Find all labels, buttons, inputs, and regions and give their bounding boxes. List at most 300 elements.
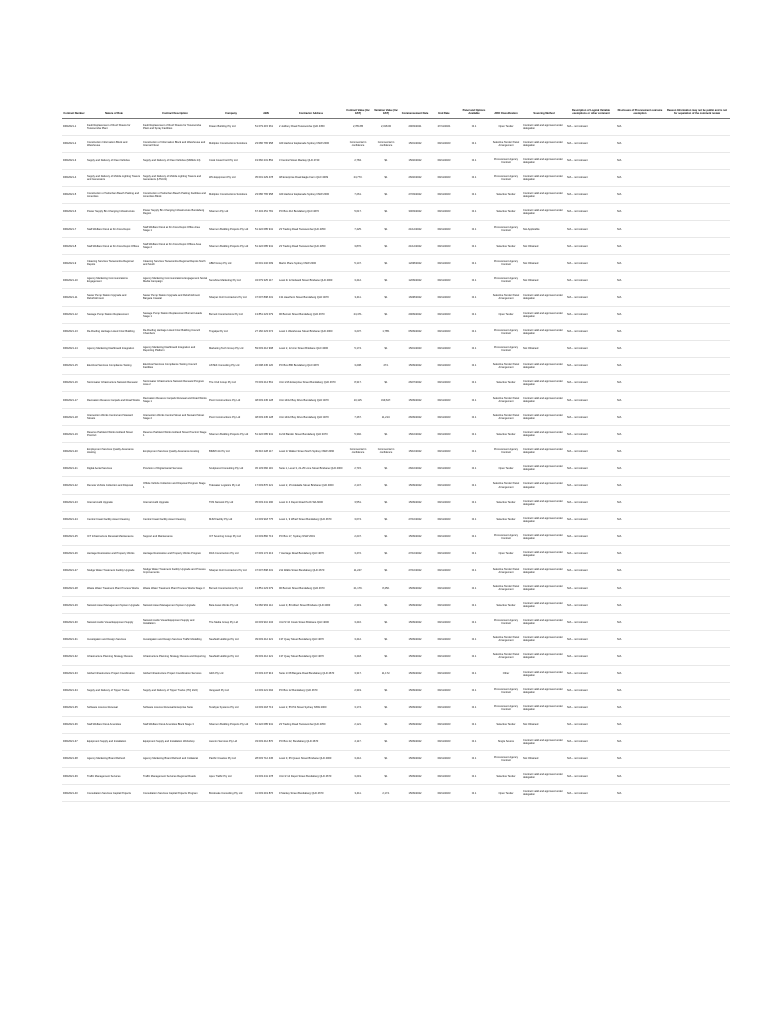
table-cell: Sewage Pump Station Replacement — [87, 313, 129, 317]
table-cell: DPA2021-7 — [63, 227, 77, 231]
table-cell: Network Asset Management System Upgrade — [143, 603, 196, 607]
table-cell: Contract valid and approved under delegation — [523, 123, 563, 130]
table-cell: Selective Tender — [496, 432, 516, 436]
table-row — [62, 289, 730, 306]
table-cell: N/A – not relevant — [567, 569, 588, 573]
table-cell: 15/09/2022 — [408, 723, 422, 727]
table-row — [62, 460, 730, 477]
table-cell: ASTEK Consulting Pty Ltd — [209, 364, 240, 368]
table-cell: N/A – not relevant — [567, 176, 588, 180]
table-cell: Cl.1 — [471, 774, 477, 778]
table-cell: 7,425. — [354, 227, 362, 231]
table-cell: N/A — [617, 210, 622, 214]
table-cell: N/A – not relevant — [567, 689, 588, 693]
table-cell — [664, 118, 730, 135]
table-cell: N/A – not relevant — [567, 278, 588, 282]
table-cell: Level 1/ Walker Street North Sydney NSW 2060 — [279, 449, 335, 453]
table-row — [62, 169, 730, 186]
table-cell: 3,412. — [354, 757, 362, 761]
table-cell: Cl.1 — [471, 449, 477, 453]
table-cell: N/A – not relevant — [567, 518, 588, 522]
table-row — [62, 631, 730, 648]
table-cell: Selective Tender Panel Arrangement — [492, 636, 520, 643]
table-cell: Fault Replacement of Roof Sheets for Toowoomba Plant — [87, 123, 131, 130]
table-cell: 19 660 231 852 — [255, 159, 274, 163]
table-cell: Supply and Delivery of Mobile Lighting Towers and Generators — [87, 174, 141, 181]
table-cell: Cleaning Services Toowoomba Regional Depots — [87, 260, 134, 267]
table-cell: N/A – not relevant — [567, 620, 588, 624]
table-cell — [664, 785, 730, 802]
table-cell: 3,472. — [354, 552, 362, 556]
table-cell: N/A — [617, 261, 622, 265]
table-cell: 27/10/2022 — [408, 552, 422, 556]
table-cell: Network Audio Visual Equipment Supply — [87, 620, 134, 624]
table-cell: 51 079 415 361 — [255, 125, 274, 129]
table-cell: Procurement Agency Contract — [493, 345, 519, 352]
table-cell: N/A — [617, 176, 622, 180]
table-cell: 9 Stanley Street Bundaberg QLD 4670 — [279, 791, 324, 795]
table-cell: 15/02/2022 — [408, 159, 422, 163]
table-row — [62, 135, 730, 152]
table-cell: 16 003 882 713 — [255, 535, 274, 539]
table-cell: Supply and Delivery of Mobile Lighting Towers and Generators (LTM-01) — [143, 174, 202, 181]
table-cell: Traffic Management Services — [87, 774, 121, 778]
table-cell: 3,876. — [354, 244, 362, 248]
table-cell: Procurement Agency Contract — [493, 755, 519, 763]
table-cell: Unit 3/ 14 Depot Street Bundaberg QLD 4670 — [279, 774, 332, 778]
table-cell: Contract valid and approved under delegation — [523, 790, 563, 797]
table-cell: Stormwater Infrastructure Network Renewal — [87, 381, 138, 385]
table-cell: N/A – not relevant — [567, 330, 588, 334]
table-cell: 26/07/2022 — [408, 381, 422, 385]
table-cell: 27/10/2022 — [408, 518, 422, 522]
table-cell: 3,174. — [354, 706, 362, 710]
table-cell: Single Source — [497, 740, 515, 744]
table-cell: 12/09/2022 — [408, 278, 422, 282]
table-cell: Procurement Agency Contract — [493, 704, 519, 711]
table-cell: Cl.1 — [471, 347, 477, 351]
table-row — [62, 272, 730, 289]
table-cell: 15/09/2022 — [408, 672, 422, 676]
table-cell: 26/09/2022 — [408, 415, 422, 419]
table-row — [62, 682, 730, 699]
table-cell: N/A — [617, 552, 622, 556]
table-cell — [664, 409, 730, 426]
table-cell: Procurement Agency Contract — [493, 448, 519, 455]
table-cell: Selective Tender — [496, 210, 516, 214]
table-cell: DPA2021-31 — [63, 637, 78, 641]
table-cell: 17 003 876 221 — [255, 483, 274, 487]
table-cell: N/A – not relevant — [567, 193, 588, 197]
table-cell: Cleaning Services Toowoomba Regional Depots North and South — [143, 260, 206, 267]
table-cell: 15/09/2022 — [408, 740, 422, 744]
table-cell: $1 — [384, 603, 388, 607]
table-cell: Cl.1 — [471, 654, 477, 658]
table-cell: Staff Welfare Fitout at Kin Kora Depot — [87, 227, 131, 231]
table-cell: 3 Central Street Mackay QLD 4740 — [279, 159, 320, 163]
table-cell: 2,174. — [382, 791, 390, 795]
table-cell: Contract valid and approved under delegation — [523, 738, 563, 745]
table-cell: 09/11/2023 — [437, 415, 451, 419]
table-cell: Traffic Management Services Regional Roads — [143, 774, 196, 778]
table-cell: 2,715. — [354, 466, 362, 470]
table-cell: Cl.1 — [471, 313, 477, 317]
table-cell: Cl.1 — [471, 637, 477, 641]
table-cell: 39 003 412 221 — [255, 654, 274, 658]
table-cell: 09/11/2023 — [437, 261, 451, 265]
table-cell: DPA2021-21 — [63, 466, 78, 470]
table-cell: 15/10/2022 — [408, 432, 422, 436]
table-cell: Beta Asset Works Pty Ltd — [209, 603, 239, 607]
table-cell: N/A – not relevant — [567, 483, 588, 487]
column-header: Commencement Date — [401, 112, 429, 116]
table-cell: 15/09/2022 — [408, 620, 422, 624]
table-cell: N/A – not relevant — [567, 672, 588, 676]
table-cell: $1 — [384, 159, 388, 163]
table-cell: Open Tender — [498, 791, 514, 795]
table-cell: 09/11/2023 — [437, 723, 451, 727]
table-body — [62, 118, 730, 802]
table-cell: 33 003 412 870 — [255, 740, 274, 744]
table-cell: $1 — [384, 261, 388, 265]
table-cell: Internal Audit Upgrade — [87, 501, 113, 505]
table-row — [62, 597, 730, 614]
table-cell: N/A — [617, 347, 622, 351]
table-cell: N/A – not relevant — [567, 244, 588, 248]
table-cell: 420 Harbour Esplanade Sydney NSW 2000 — [279, 193, 330, 197]
table-cell: N/A — [617, 535, 622, 539]
table-row — [62, 733, 730, 750]
table-row — [62, 648, 730, 665]
table-cell: Contract valid and approved under delegation — [523, 448, 563, 455]
table-cell: Procurement Agency Contract — [493, 533, 519, 540]
table-cell: Consultation Services Capital Projects Program — [143, 791, 198, 795]
table-cell: DPA2021-39 — [63, 774, 78, 778]
table-cell — [664, 135, 730, 152]
table-cell: 5,617. — [354, 210, 362, 214]
table-row — [62, 580, 730, 597]
table-cell: Other — [502, 672, 510, 676]
table-row — [62, 562, 730, 579]
table-cell — [664, 374, 730, 391]
table-cell: 2,117. — [354, 740, 362, 744]
table-cell: Employment Services Quality Assurance Hosting — [87, 448, 134, 455]
table-cell: Sunshine Marketing Pty Ltd — [209, 278, 241, 282]
table-cell: Suite 1/ 68 Bargara Road Bundaberg QLD 4670 — [279, 672, 335, 676]
table-cell: N/A – not relevant — [567, 210, 588, 214]
table-cell: N/A – not relevant — [567, 381, 588, 385]
table-cell: 2,121. — [354, 723, 362, 727]
table-cell: Shannon Building Projects Pty Ltd — [209, 432, 249, 436]
table-cell: PO Box 22, Bundaberg QLD 4670 — [279, 740, 319, 744]
column-header: Contract Value (Inc GST) — [346, 109, 370, 116]
table-cell: DPA2021-12 — [63, 313, 78, 317]
table-cell: 23 Trading Road Toowoomba QLD 4350 — [279, 723, 326, 727]
table-cell: Unit 1/16 Enterprise Street Bundaberg QLD 4670 — [279, 381, 336, 385]
table-cell: 39 003 412 221 — [255, 637, 274, 641]
table-cell: Waste Water Treatment Plant Process Works — [87, 586, 139, 590]
table-cell: DPA2021-6 — [63, 210, 77, 214]
table-cell: Not Obtained — [523, 278, 539, 282]
table-cell: 3,237. — [354, 330, 362, 334]
table-cell — [664, 392, 730, 409]
table-cell: Construction Information Block and Warehouse — [87, 140, 128, 147]
table-cell: 137 Quay Street Bundaberg QLD 4670 — [279, 637, 324, 641]
table-cell: $1 — [384, 313, 388, 317]
table-cell: Shannon Building Projects Pty Ltd — [209, 244, 249, 248]
table-cell: Sludge Water Treatment Facility Upgrade — [87, 569, 135, 573]
table-cell: 09/11/2023 — [437, 227, 451, 231]
table-cell: Selective Tender — [496, 603, 516, 607]
table-row — [62, 357, 730, 374]
table-cell: Procurement Agency Contract — [493, 174, 519, 181]
table-cell: Cl.1 — [471, 261, 477, 265]
table-cell: Contract valid and approved under delegation — [523, 328, 563, 335]
table-cell: N/A – not relevant — [567, 364, 588, 368]
table-cell: Unit 14/12 Bay Drive Bundaberg QLD 4670 — [279, 415, 329, 419]
table-cell: N/A — [617, 689, 622, 693]
table-cell: N/A – not relevant — [567, 637, 588, 641]
table-cell: N/A — [617, 278, 622, 282]
table-cell: Commercial in confidence — [349, 448, 367, 455]
table-cell: 51 082 963 114 — [255, 603, 273, 607]
table-cell: DPA2021-16 — [63, 381, 78, 385]
table-cell: N/A — [617, 466, 622, 470]
table-cell: 2,318.00 — [380, 125, 392, 129]
table-cell: $1 — [384, 689, 388, 693]
table-cell: 2,319. — [354, 603, 362, 607]
table-cell: Cl.1 — [471, 552, 477, 556]
table-cell: Sharpet Civil Contractors Pty Ltd — [209, 295, 247, 299]
table-cell: Cl.1 — [471, 501, 477, 505]
table-cell: Selective Tender — [496, 723, 516, 727]
table-row — [62, 528, 730, 545]
table-cell: RAS Construction Pty Ltd — [209, 552, 239, 556]
table-cell: 11,247. — [353, 569, 363, 573]
table-cell: N/A – not relevant — [567, 757, 588, 761]
table-cell: 09/11/2023 — [437, 313, 451, 317]
table-cell: 09/11/2023 — [437, 432, 451, 436]
table-cell: Selective Tender — [496, 381, 516, 385]
table-cell: Contract valid and approved under delegation — [523, 636, 563, 643]
table-cell: Cl.1 — [471, 295, 477, 299]
table-cell: Contract valid and approved under delegation — [523, 773, 563, 780]
table-cell: N/A — [617, 381, 622, 385]
table-cell: N/A — [617, 740, 622, 744]
table-cell: Cl.1 — [471, 672, 477, 676]
table-cell: 09/11/2023 — [437, 449, 451, 453]
table-cell: 23 086 765 958 — [255, 142, 274, 146]
table-cell: 12 003 918 775 — [255, 518, 274, 522]
table-cell: Open Tender — [498, 125, 514, 129]
table-cell — [664, 750, 730, 767]
table-cell: Not Obtained — [523, 261, 539, 265]
table-cell: Pacific Creative Pty Ltd — [209, 757, 236, 761]
table-cell: $1 — [384, 176, 388, 180]
column-header: End Date — [438, 112, 450, 116]
table-cell: N/A – not relevant — [567, 774, 588, 778]
table-cell: MJM Facility Pty Ltd — [209, 518, 233, 522]
table-cell: $1 — [384, 518, 388, 522]
table-cell: 44 003 218 713 — [255, 706, 274, 710]
table-cell: 13 851 223 079 — [255, 586, 274, 590]
table-cell: Contract valid and approved under delegation — [523, 191, 563, 198]
table-cell: Not Obtained — [523, 723, 539, 727]
table-cell: 23 Trading Road Toowoomba QLD 4350 — [279, 227, 326, 231]
table-cell: 09/11/2023 — [437, 364, 451, 368]
table-row — [62, 443, 730, 460]
table-cell: Newfield Holdings Pty Ltd — [209, 637, 239, 641]
table-cell: Procurement Agency Contract — [493, 260, 519, 267]
column-header: Variation Value (Inc GST) — [374, 109, 398, 116]
table-cell: DPA2021-10 — [63, 278, 78, 282]
table-cell: Sewer Pump Station Upgrade and Refurbishment — [87, 294, 127, 301]
table-cell: 09/11/2023 — [437, 347, 451, 351]
table-cell: Global Infrastructure Project Coordination Services — [143, 672, 202, 676]
table-cell: Cl.1 — [471, 603, 477, 607]
table-cell: Cl.1 — [471, 210, 477, 214]
table-cell: Contract valid and approved under delegation — [523, 397, 563, 404]
table-cell: 47 003 174 213 — [255, 552, 274, 556]
table-cell: Shannon Building Projects Pty Ltd — [209, 227, 249, 231]
table-cell: 09/11/2023 — [437, 501, 451, 505]
table-cell: N/A — [617, 295, 622, 299]
table-cell: Provision of Digital Aerial Services — [143, 466, 183, 470]
table-cell: Contract valid and approved under delegation — [523, 619, 563, 626]
table-cell: 09/11/2023 — [437, 689, 451, 693]
table-cell: Re-Roofing Heritage Listed Civic Building Council Chambers — [143, 328, 200, 335]
table-cell: Contract valid and approved under delegation — [523, 379, 563, 386]
table-cell: Selective Tender — [496, 518, 516, 522]
table-cell: Level 1/ 4 Depot Road Perth WA 6000 — [279, 501, 323, 505]
table-cell: Cl.1 — [471, 740, 477, 744]
column-header: Nature of Role — [105, 112, 123, 116]
table-cell: 48 Enterprise Road Eagle Farm QLD 4009 — [279, 176, 329, 180]
table-cell: N/A – not relevant — [567, 142, 588, 146]
table-cell: Burnett Constructions Pty Ltd — [209, 586, 243, 590]
table-cell: Cl.1 — [471, 278, 477, 282]
table-cell — [664, 716, 730, 733]
column-header: Contract Number — [63, 112, 85, 116]
table-cell: Central Coast Facility Asset Cleaning — [87, 518, 130, 522]
table-cell: 7,261. — [354, 193, 362, 197]
table-cell: Vanguard Pty Ltd — [209, 689, 229, 693]
table-cell: 09/11/2023 — [437, 330, 451, 334]
table-cell: 8,317. — [354, 381, 362, 385]
table-cell: Infrastructure Planning Strategy Review — [87, 654, 133, 658]
table-cell: PO Box 17, Sydney NSW 2001 — [279, 535, 315, 539]
table-cell: N/A – not relevant — [567, 261, 588, 265]
table-cell: Contract valid and approved under delegation — [523, 653, 563, 660]
table-cell: $1 — [384, 706, 388, 710]
table-cell: Cl.1 — [471, 176, 477, 180]
table-cell: Tidewater Logistics Pty Ltd — [209, 483, 240, 487]
table-row — [62, 614, 730, 631]
table-cell: Staff Welfare Fitout at Kin Kora Depot Offices — [87, 244, 140, 248]
table-cell: N/A – not relevant — [567, 227, 588, 231]
table-cell: N/A — [617, 330, 622, 334]
table-cell: DPA2021-23 — [63, 501, 78, 505]
table-cell: 48 003 445 128 — [255, 415, 274, 419]
table-cell: Intersection Works Central and Steward Streets — [87, 414, 133, 421]
table-cell: DPA2021-38 — [63, 757, 78, 761]
table-cell: 09/11/2023 — [437, 706, 451, 710]
table-cell: N/A — [617, 637, 622, 641]
table-row — [62, 750, 730, 767]
table-cell: 15/09/2022 — [408, 654, 422, 658]
table-cell: Contract valid and approved under delegation — [523, 157, 563, 164]
table-cell: Contract valid and approved under delegation — [523, 140, 563, 147]
table-cell: 09/11/2023 — [437, 295, 451, 299]
table-cell: $1 — [384, 637, 388, 641]
table-row — [62, 477, 730, 494]
table-cell: Network Audio Visual Equipment Supply and Installation — [143, 619, 195, 626]
table-cell: 09/11/2023 — [437, 176, 451, 180]
table-cell: $1 — [384, 774, 388, 778]
table-cell: 41 003 219 876 — [255, 791, 274, 795]
table-cell: 3,412. — [354, 278, 362, 282]
table-cell: 2,784.85 — [352, 125, 364, 129]
table-cell: Procurement Agency Contract — [493, 277, 519, 284]
table-cell: Staff Welfare Fitout at Kin Kora Depot Offices Area Stage 2 — [143, 243, 202, 250]
table-cell: Terabyte Systems Pty Ltd — [209, 706, 239, 710]
table-cell — [664, 682, 730, 699]
table-cell: N/A — [617, 313, 622, 317]
table-cell: 3,219. — [354, 774, 362, 778]
table-cell: $1 — [384, 466, 388, 470]
column-header: ARO Classification — [494, 112, 518, 116]
table-cell — [664, 357, 730, 374]
table-cell: 09/11/2023 — [437, 483, 451, 487]
table-cell — [664, 597, 730, 614]
table-cell: 11,213. — [381, 415, 391, 419]
table-cell: 09/11/2023 — [437, 552, 451, 556]
table-cell: DPA2021-5 — [63, 193, 77, 197]
table-cell: Pivot Constructions Pty Ltd — [209, 398, 241, 402]
table-cell: 27/10/2022 — [408, 569, 422, 573]
table-cell: Cl.1 — [471, 620, 477, 624]
column-header: Reason Information may not be public and is not for separation of the comment review — [666, 109, 728, 116]
table-cell: 47 007 898 431 — [255, 295, 274, 299]
table-cell: Cl.1 — [471, 483, 477, 487]
table-cell: DPA2021-25 — [63, 535, 78, 539]
table-cell: 137 Quay Street Bundaberg QLD 4670 — [279, 654, 324, 658]
table-cell: Cl.1 — [471, 466, 477, 470]
table-cell: Suite 1, Level 3, 21-25 Lime Street Brisbane QLD 4000 — [279, 466, 343, 470]
table-cell: 3,416. — [354, 620, 362, 624]
table-cell: N/A – not relevant — [567, 415, 588, 419]
table-cell: 29/03/2021 — [408, 125, 422, 129]
table-cell: DPA2021-19 — [63, 432, 78, 436]
table-cell: Network Asset Management System Upgrade — [87, 603, 140, 607]
table-cell: $1 — [384, 244, 388, 248]
table-cell: DPA2021-28 — [63, 586, 78, 590]
table-cell: Open Tender — [498, 552, 514, 556]
table-cell: 09/11/2023 — [437, 620, 451, 624]
table-cell: N/A — [617, 654, 622, 658]
table-cell: DPA2021-14 — [63, 347, 78, 351]
table-cell: 51 222 085 941 — [255, 227, 274, 231]
table-cell: N/A – not relevant — [567, 535, 588, 539]
table-cell: Unit 5/ 10 Creek Street Brisbane QLD 4000 — [279, 620, 329, 624]
table-cell: 09/11/2023 — [437, 672, 451, 676]
table-row — [62, 186, 730, 203]
table-cell: DPA2021-36 — [63, 723, 78, 727]
table-cell: N/A — [617, 620, 622, 624]
table-cell: Level 3, 65 Queen Street Brisbane QLD 4000 — [279, 757, 332, 761]
table-cell: DPA2021-40 — [63, 791, 78, 795]
table-cell: Level 2, 12 Ann Street Brisbane QLD 4000 — [279, 347, 329, 351]
